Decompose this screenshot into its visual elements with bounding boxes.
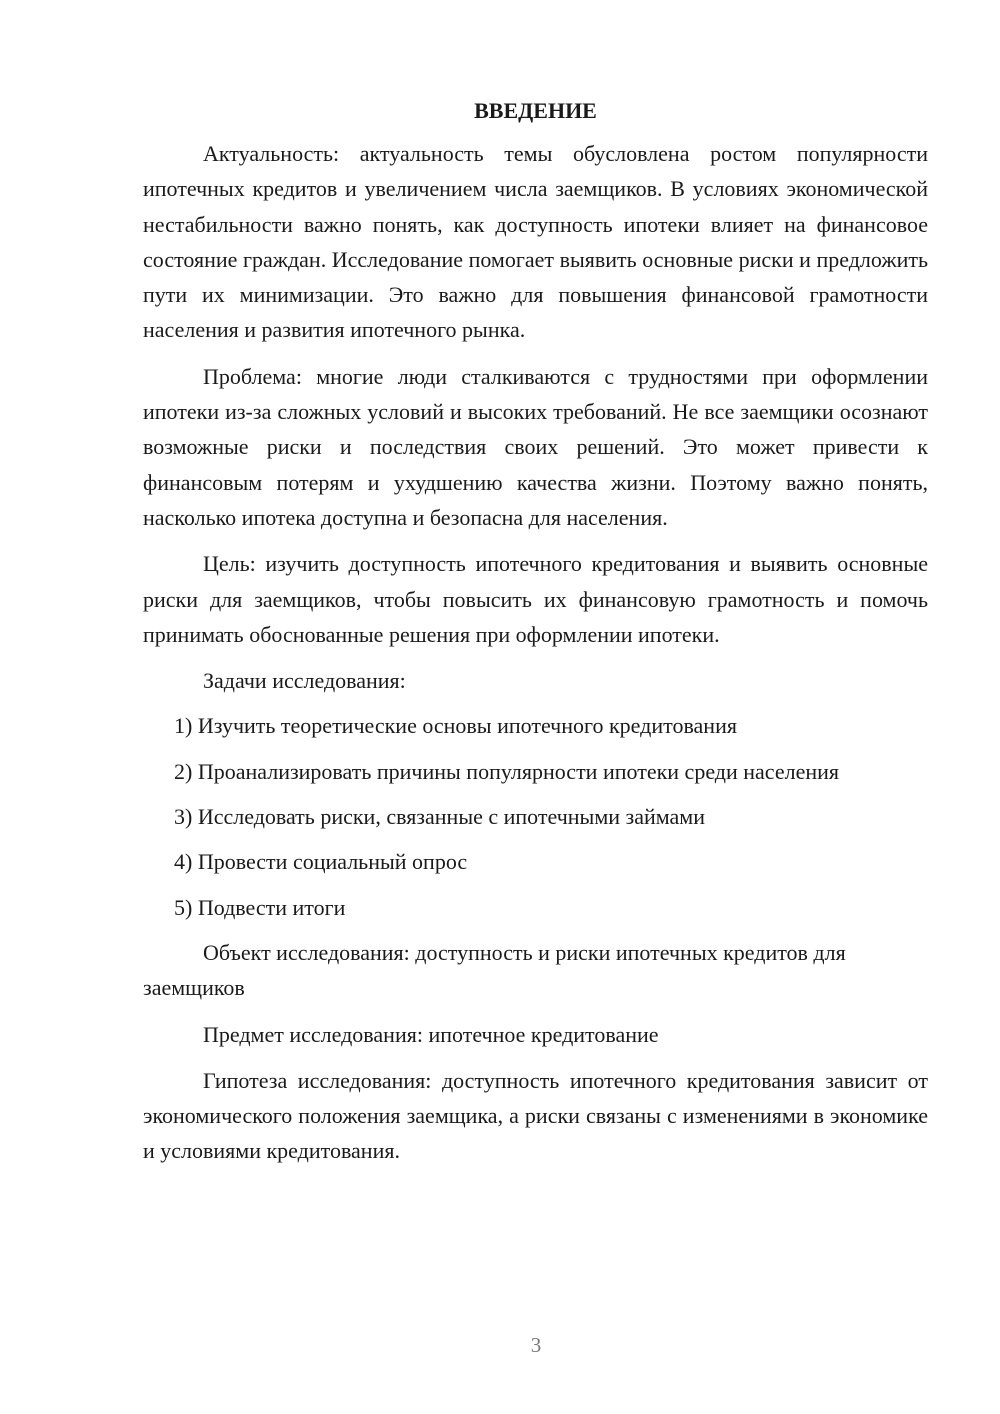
page-title: ВВЕДЕНИЕ (474, 98, 597, 123)
task-item-4: 4) Провести социальный опрос (174, 849, 468, 875)
goal-paragraph: Цель: изучить доступность ипотечного кредитования и выявить основные риски для заемщиков, чтобы повысить их финансовую грамотность и помочь принимать обоснованные решения при оформлении ипотеки. (143, 551, 928, 647)
task-item-5: 5) Подвести итоги (174, 894, 346, 920)
task-item-1: 1) Изучить теоретические основы ипотечного кредитования (174, 713, 737, 739)
task-item-3: 3) Исследовать риски, связанные с ипотечными займами (174, 804, 705, 830)
relevance-paragraph: Актуальность: актуальность темы обусловлена ростом популярности ипотечных кредитов и увеличением числа заемщиков. В условиях экономической нестабильности важно понять, как доступность ипотеки влияет на финансовое состояние граждан. Исследование помогает выявить основные риски и предложить пути их минимизации. Это важно для повышения финансовой грамотности населения и развития ипотечного рынка. (143, 141, 928, 343)
tasks-list (143, 708, 928, 924)
problem-paragraph: Проблема: многие люди сталкиваются с трудностями при оформлении ипотеки из-за сложных условий и высоких требований. Не все заемщики осознают возможные риски и последствия своих решений. Это может привести к финансовым потерям и ухудшению качества жизни. Поэтому важно понять, насколько ипотека доступна и безопасна для населения. (143, 363, 928, 530)
hypothesis-paragraph: Гипотеза исследования: доступность ипотечного кредитования зависит от экономического положения заемщика, а риски связаны с изменениями в экономике и условиями кредитования. (143, 1067, 928, 1164)
page-content (143, 96, 928, 1180)
subject-paragraph: Предмет исследования: ипотечное кредитование (203, 1021, 659, 1047)
tasks-heading: Задачи исследования: (203, 668, 406, 694)
object-paragraph: Объект исследования: доступность и риски ипотечных кредитов для заемщиков (143, 939, 846, 1001)
task-item-2: 2) Проанализировать причины популярности ипотеки среди населения (174, 758, 840, 784)
page-number: 3 (530, 1333, 542, 1357)
